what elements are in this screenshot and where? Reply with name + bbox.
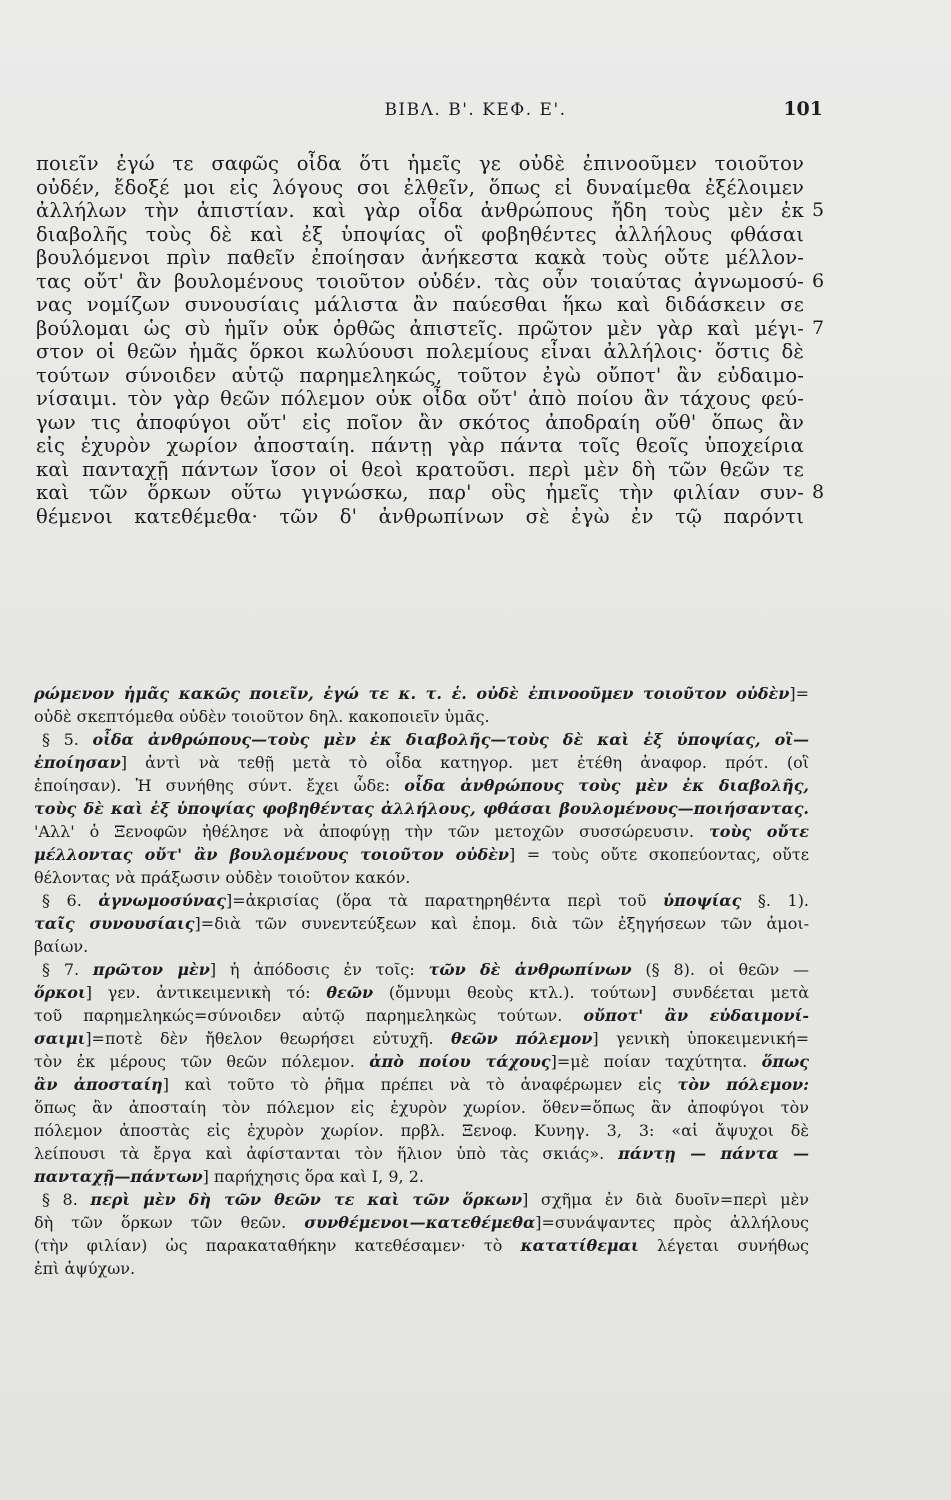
text-line	[36, 481, 825, 505]
note-lemma: οἶδα ἀνθρώπους—τοὺς μὲν ἐκ διαβολῆς—τοὺς δὲ καὶ ἐξ ὑποψίας, οἳ—	[92, 730, 810, 749]
note-text: ]=μὲ ποίαν ταχύτητα.	[550, 1052, 762, 1071]
note-text: § 7.	[42, 960, 93, 979]
note-line	[34, 797, 809, 820]
section-margin-number: 8	[812, 481, 825, 503]
note-lemma: οἶδα ἀνθρώπους τοὺς μὲν ἐκ διαβολῆς,	[404, 776, 810, 795]
text-line	[36, 176, 804, 200]
note-lemma: τοὺς οὔτε	[709, 822, 809, 841]
commentary-notes	[34, 682, 809, 1280]
text-line-content: καὶ τῶν ὅρκων οὕτω γιγνώσκω, παρ' οὓς ἡμεῖς τὴν φιλίαν συν-	[36, 481, 804, 504]
note-line	[34, 866, 809, 889]
text-line	[36, 340, 804, 364]
note-line	[34, 1142, 809, 1165]
page-header	[0, 96, 951, 126]
note-line	[34, 843, 809, 866]
note-line	[34, 981, 809, 1004]
text-line-content: εἰς ἐχυρὸν χωρίον ἀποσταίη. πάντῃ γὰρ πάντα τοῖς θεοῖς ὑποχείρια	[36, 434, 804, 457]
text-line-content: οὐδέν, ἔδοξέ μοι εἰς λόγους σοι ἐλθεῖν, ὅπως εἰ δυναίμεθα ἐξέλοιμεν	[36, 175, 804, 199]
note-lemma: ταῖς συνουσίαις	[34, 914, 195, 933]
note-line	[34, 728, 809, 751]
note-lemma: μέλλοντας οὔτ' ἂν βουλομένους τοιοῦτον οὐδὲν	[34, 845, 509, 864]
text-line-content: βουλόμενοι πρὶν παθεῖν ἐποίησαν ἀνήκεστα κακὰ τοὺς οὔτε μέλλον-	[36, 246, 804, 269]
note-line	[34, 705, 809, 728]
text-line-content: καὶ πανταχῇ πάντων ἴσον οἱ θεοὶ κρατοῦσι. περὶ μὲν δὴ τῶν θεῶν τε	[36, 457, 804, 481]
note-lemma: θεῶν πόλεμον	[450, 1029, 593, 1048]
note-lemma: οὔποτ' ἂν εὐδαιμονί-	[583, 1006, 810, 1025]
note-line	[34, 1211, 809, 1234]
note-lemma: ἂν ἀποσταίη	[34, 1075, 163, 1094]
note-lemma: θεῶν	[326, 983, 374, 1002]
note-text: ] καὶ τοῦτο τὸ ῥῆμα πρέπει νὰ τὸ ἀναφέρωμεν εἰς	[162, 1075, 678, 1094]
page-number: 101	[783, 98, 823, 120]
note-lemma: κατατίθεμαι	[520, 1236, 639, 1255]
note-text: ]=ποτὲ δὲν ἤθελον θεωρήσει εὐτυχῆ.	[85, 1029, 451, 1048]
note-text: (τὴν φιλίαν) ὡς παρακαταθήκην κατεθέσαμεν· τὸ	[34, 1236, 521, 1255]
note-line	[34, 1188, 809, 1211]
note-text: ] ἡ ἀπόδοσις ἐν τοῖς:	[209, 960, 429, 979]
note-text: ]=διὰ τῶν συνεντεύξεων καὶ ἑπομ. διὰ τῶν ἐξηγήσεων τῶν ἀμοι-	[194, 914, 809, 933]
note-text: § 8.	[42, 1190, 91, 1209]
note-text: ] = τοὺς οὔτε σκοπεύοντας, οὔτε	[508, 845, 809, 864]
note-lemma: συνθέμενοι—κατεθέμεθα	[304, 1213, 536, 1232]
note-text: ] γεν. ἀντικειμενικὴ τό:	[85, 983, 327, 1002]
text-line	[36, 269, 825, 294]
text-line-content: ποιεῖν ἐγώ τε σαφῶς οἶδα ὅτι ἡμεῖς γε οὐδὲ ἐπινοοῦμεν τοιοῦτον	[36, 152, 804, 175]
note-line	[34, 958, 809, 981]
text-line-content: τούτων σύνοιδεν αὑτῷ παρημεληκώς, τοῦτον ἐγὼ οὔποτ' ἂν εὐδαιμο-	[36, 363, 804, 387]
note-text: ἐποίησαν). Ἡ συνήθης σύντ. ἔχει ὧδε:	[34, 776, 405, 795]
note-lemma: ἀγνωμοσύνας	[98, 891, 226, 910]
section-margin-number: 5	[812, 199, 825, 221]
note-line	[34, 1073, 809, 1096]
text-line-content: νίσαιμι. τὸν γὰρ θεῶν πόλεμον οὐκ οἶδα οὔτ' ἀπὸ ποίου ἂν τάχους φεύ-	[36, 387, 804, 410]
text-line-content: τας οὔτ' ἂν βουλομένους τοιοῦτον οὐδέν. τὰς οὖν τοιαύτας ἀγνωμοσύ-	[36, 269, 804, 293]
note-lemma: σαιμι	[34, 1029, 86, 1048]
note-line	[34, 751, 809, 774]
text-line-content: θέμενοι κατεθέμεθα· τῶν δ' ἀνθρωπίνων σὲ ἐγὼ ἐν τῷ παρόντι	[36, 504, 804, 528]
note-lemma: περὶ μὲν δὴ τῶν θεῶν τε καὶ τῶν ὅρκων	[90, 1190, 523, 1209]
running-head: ΒΙΒΛ. Β'. ΚΕΦ. Ε'.	[384, 100, 567, 120]
note-text: ἐπὶ ἀψύχων.	[34, 1259, 136, 1278]
note-line	[34, 935, 809, 958]
text-line	[36, 505, 804, 529]
note-lemma: ὑποψίας	[663, 891, 742, 910]
note-text: ὅπως ἂν ἀποσταίη τὸν πόλεμον εἰς ἐχυρὸν χωρίον. ὅθεν=ὅπως ἂν ἀποφύγοι τὸν	[34, 1098, 809, 1117]
text-line-content: νας νομίζων συνουσίαις μάλιστα ἂν παύεσθαι ἥκω καὶ διδάσκειν σε	[36, 293, 804, 316]
text-line	[36, 246, 804, 270]
note-text: δὴ τῶν ὅρκων τῶν θεῶν.	[34, 1213, 305, 1232]
note-line	[34, 820, 809, 843]
note-lemma: ὅπως	[761, 1052, 809, 1071]
note-line	[34, 1257, 809, 1280]
text-line	[36, 411, 804, 435]
text-line-content: ἀλλήλων τὴν ἀπιστίαν. καὶ γὰρ οἶδα ἀνθρώπους ἤδη τοὺς μὲν ἐκ	[36, 199, 804, 222]
note-text: ] σχῆμα ἐν διὰ δυοῖν=περὶ μὲν	[522, 1190, 810, 1209]
note-text: πόλεμον ἀποστὰς εἰς ἐχυρὸν χωρίον. πρβλ. Ξενοφ. Κυνηγ. 3, 3: «αἱ ἄψυχοι δὲ	[34, 1121, 809, 1140]
note-lemma: πανταχῇ—πάντων	[34, 1167, 203, 1186]
note-text: ]=ἀκρισίας (ὅρα τὰ παρατηρηθέντα περὶ τοῦ	[226, 891, 664, 910]
note-text: §. 1).	[741, 891, 810, 910]
note-lemma: τοὺς δὲ καὶ ἐξ ὑποψίας φοβηθέντας ἀλλήλους, φθάσαι βουλομένους—ποιήσαντας.	[34, 799, 809, 818]
note-text: § 6.	[42, 891, 99, 910]
note-text: ] ἀντὶ νὰ τεθῇ μετὰ τὸ οἶδα κατηγορ. μετ ἐτέθη ἀναφορ. πρότ. (οἳ	[120, 753, 809, 772]
text-line	[36, 316, 825, 341]
text-line	[36, 458, 804, 482]
text-line	[36, 199, 825, 223]
note-line	[34, 1096, 809, 1119]
note-text: (ὄμνυμι θεοὺς κτλ.). τούτων] συνδέεται μετὰ	[373, 983, 809, 1002]
note-lemma: τῶν δὲ ἀνθρωπίνων	[428, 960, 632, 979]
text-line	[36, 223, 804, 247]
text-line	[36, 434, 804, 458]
note-text: λέγεται συνήθως	[638, 1236, 809, 1255]
text-line	[36, 293, 804, 317]
note-text: τοῦ παρημεληκώς=σύνοιδεν αὑτῷ παρημεληκὼς τούτων.	[34, 1006, 584, 1025]
text-line-content: βούλομαι ὡς σὺ ἡμῖν οὐκ ὀρθῶς ἀπιστεῖς. πρῶτον μὲν γὰρ καὶ μέγι-	[36, 316, 804, 340]
note-line	[34, 774, 809, 797]
note-line	[34, 889, 809, 912]
note-line	[34, 912, 809, 935]
section-margin-number: 7	[812, 316, 825, 339]
note-text: ] γενικὴ ὑποκειμενική=	[592, 1029, 809, 1048]
note-text: § 5.	[42, 730, 93, 749]
note-lemma: ὅρκοι	[34, 983, 86, 1002]
note-text: ]=συνάψαντες πρὸς ἀλλήλους	[535, 1213, 809, 1232]
text-line	[36, 152, 804, 176]
note-line	[34, 1027, 809, 1050]
note-text: βαίων.	[34, 937, 89, 956]
note-line	[34, 1165, 809, 1188]
text-line-content: στον οἱ θεῶν ἡμᾶς ὅρκοι κωλύουσι πολεμίους εἶναι ἀλλήλοις· ὅστις δὲ	[36, 340, 804, 363]
note-line	[34, 1050, 809, 1073]
text-line	[36, 387, 804, 411]
note-text: λείπουσι τὰ ἔργα καὶ ἀφίστανται τὸν ἥλιον ὑπὸ τὰς σκιάς».	[34, 1144, 619, 1163]
note-line	[34, 1004, 809, 1027]
note-text: ] παρήχησις ὅρα καὶ I, 9, 2.	[202, 1167, 424, 1186]
note-text: ]=	[789, 684, 809, 703]
note-lemma: ρώμενον ἡμᾶς κακῶς ποιεῖν, ἐγώ τε κ. τ. ἑ. οὐδὲ ἐπινοοῦμεν τοιοῦτον οὐδὲν	[34, 684, 790, 703]
note-lemma: τὸν πόλεμον:	[677, 1075, 810, 1094]
text-line	[36, 364, 804, 388]
note-line	[34, 682, 809, 705]
text-line-content: διαβολῆς τοὺς δὲ καὶ ἐξ ὑποψίας οἳ φοβηθέντες ἀλλήλους φθάσαι	[36, 222, 804, 246]
note-lemma: ἐποίησαν	[34, 753, 121, 772]
note-line	[34, 1119, 809, 1142]
note-text: 'Αλλ' ὁ Ξενοφῶν ἠθέλησε νὰ ἀποφύγῃ τὴν τῶν μετοχῶν συσσώρευσιν.	[34, 822, 710, 841]
note-lemma: ἀπὸ ποίου τάχους	[369, 1052, 551, 1071]
note-text: θέλοντας νὰ πράξωσιν οὐδὲν τοιοῦτον κακόν.	[34, 868, 411, 887]
note-text: τὸν ἐκ μέρους τῶν θεῶν πόλεμον.	[34, 1052, 370, 1071]
section-margin-number: 6	[812, 269, 825, 292]
note-lemma: πάντῃ — πάντα —	[618, 1144, 810, 1163]
note-lemma: πρῶτον μὲν	[92, 960, 210, 979]
note-line	[34, 1234, 809, 1257]
note-text: (§ 8). οἱ θεῶν —	[631, 960, 810, 979]
main-text-block	[36, 152, 825, 528]
text-line-content: γων τις ἀποφύγοι οὔτ' εἰς ποῖον ἂν σκότος ἀποδραίη οὔθ' ὅπως ἂν	[36, 410, 804, 434]
note-text: οὐδὲ σκεπτόμεθα οὐδὲν τοιοῦτον δηλ. κακοποιεῖν ὑμᾶς.	[34, 707, 490, 726]
